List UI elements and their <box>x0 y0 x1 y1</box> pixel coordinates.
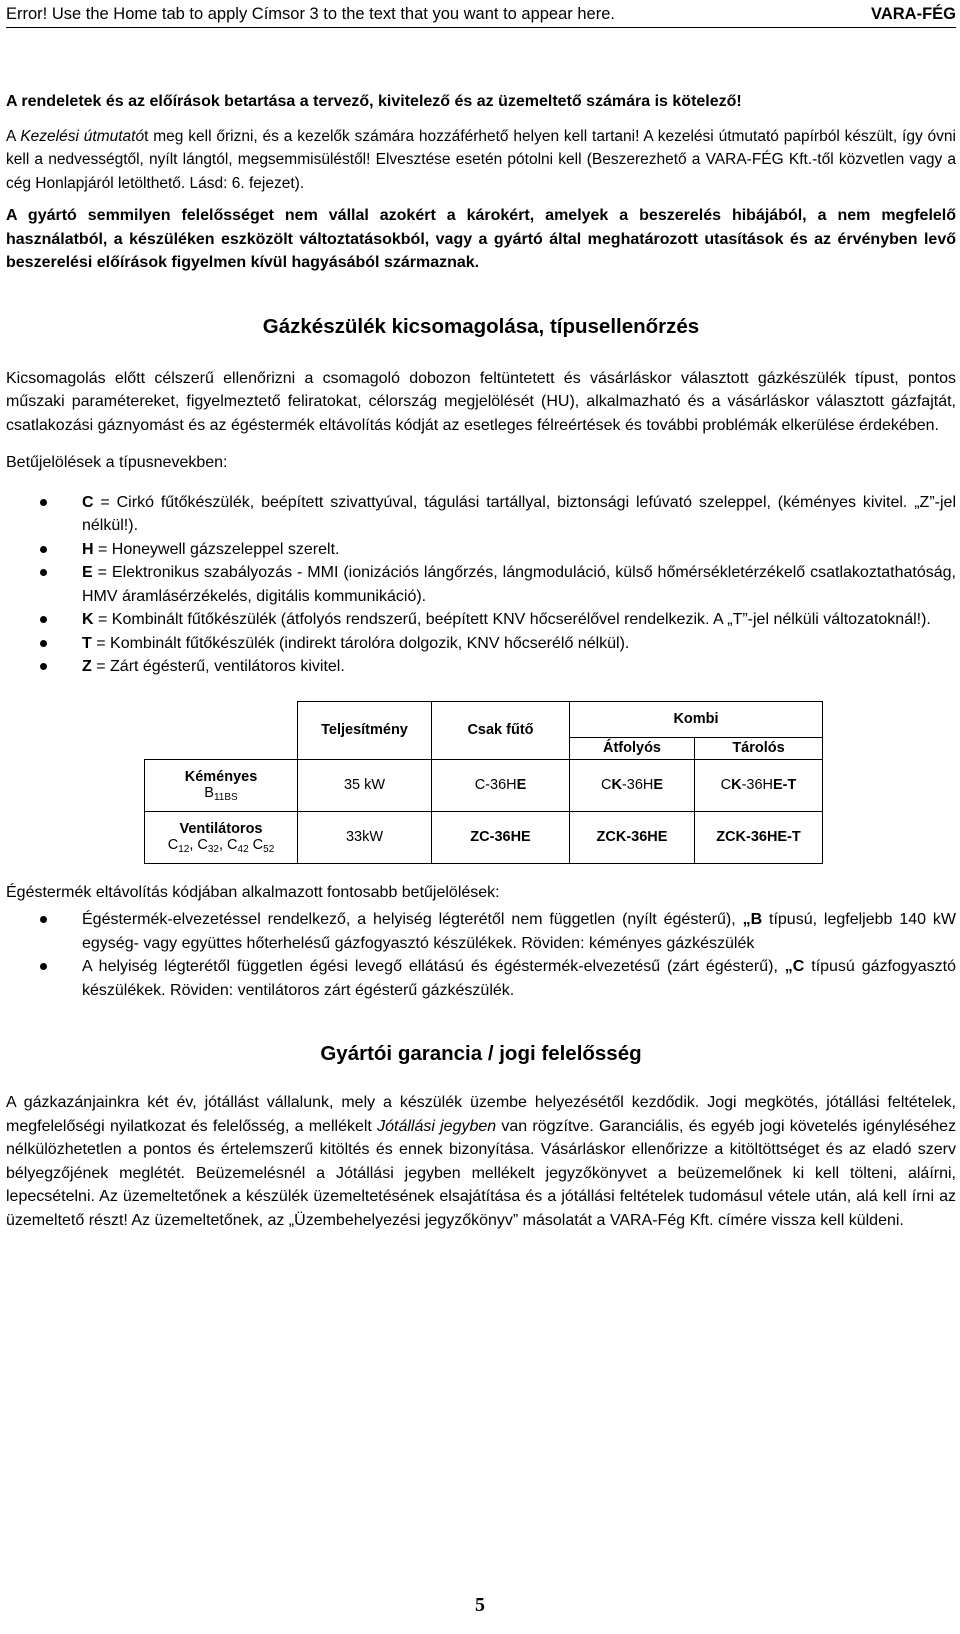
flue-key: „B <box>742 911 763 928</box>
row-label-chimney <box>145 759 298 811</box>
bullet-icon <box>40 546 47 553</box>
bullet-icon <box>40 499 47 506</box>
cell-heat-only <box>432 759 570 811</box>
type-table <box>144 701 823 864</box>
warranty-pre: A gázkazánjainkra két év, jótállást vállalunk, mely a készülék üzembe helyezésétől kezdődik. Jogi megkötés, jótállási feltételek, megfelelőségi nyilatkozat és felelősség, a mellékelt <box>6 1094 956 1135</box>
letter-key: Z <box>82 658 92 675</box>
letter-key: T <box>82 634 92 652</box>
table-row <box>145 811 823 863</box>
list-item <box>6 561 956 608</box>
manual-paragraph <box>6 125 956 196</box>
cell-tarolos: ZCK-36HE-T <box>695 811 823 863</box>
bullet-icon <box>40 663 47 670</box>
flue-code: C <box>167 837 179 853</box>
list-item <box>6 632 956 656</box>
letter-desc: = Cirkó fűtőkészülék, beépített szivattyúval, tágulási tartállyal, biztonsági lefúvató szeleppel, (kéményes kivitel. „Z”-jel nélkül!). <box>82 493 956 534</box>
type-letters-title: Betűjelölések a típusnevekben: <box>6 454 228 471</box>
table-header-heat-only: Csak fűtő <box>432 701 570 759</box>
bullet-icon <box>40 640 47 647</box>
code-part: -36H <box>741 777 774 793</box>
flue-codes-title: Égéstermék eltávolítás kódjában alkalmazott fontosabb betűjelölések: <box>6 883 500 901</box>
flue-code: , C <box>218 837 238 853</box>
flue-key: „C <box>784 958 805 975</box>
page-number: 5 <box>475 1594 485 1616</box>
code-part-bold: E <box>516 777 527 793</box>
bullet-icon <box>40 916 47 923</box>
header-error-text: Error! Use the Home tab to apply Címsor 3 to the text that you want to appear here. <box>6 5 615 23</box>
letter-desc: = Zárt égésterű, ventilátoros kivitel. <box>91 658 345 675</box>
flue-code-index: 32 <box>207 844 219 855</box>
list-item <box>6 608 956 632</box>
flue-desc-pre: A helyiség légterétől független égési levegő ellátású és égéstermék-elvezetésű (zárt égésterű), <box>82 958 785 975</box>
letter-desc: = Honeywell gázszeleppel szerelt. <box>93 540 340 558</box>
warranty-italic: Jótállási jegyben <box>377 1117 497 1135</box>
flue-code: C <box>248 837 264 853</box>
letter-desc: = Kombinált fűtőkészülék (indirekt tárolóra dolgozik, KNV hőcserélő nélkül). <box>91 634 630 652</box>
manual-paragraph-pre: A <box>6 127 21 145</box>
flue-codes-list <box>6 908 956 1002</box>
list-item <box>6 655 956 679</box>
manual-title-italic: Kezelési útmutató <box>20 127 145 145</box>
section-title-unpacking: Gázkészülék kicsomagolása, típusellenőrzés <box>262 314 700 338</box>
cell-power: 35 kW <box>298 759 432 811</box>
code-part: C <box>600 777 612 793</box>
warranty-post: van rögzítve. Garanciális, és egyéb jogi követelés igényléséhez nélkülözhetetlen a pontos és értelemszerű kitöltés és ennek bizonyítása. Vásárláskor ellenőrizze a kitöltöttséget és az eladó szerv bélyegzőjének meglétét. Beüzemelésnél a Jótállási jegyben mellékelt jegyzőkönyvet a beüzemelőnek ki kell tölteni, aláírni, lepecsételni. Az üzemeltetőnek a készülék üzemeltetésének elsajátítása és a jótállási feltételek tudomásul vétele után, alá kell írni az üzemeltető részt! Az üzemeltetőnek, az „Üzembehelyezési jegyzőkönyv” másolatát a VARA-Fég Kft. címére vissza kell küldeni. <box>6 1117 956 1229</box>
code-part-bold: E <box>653 777 664 793</box>
cell-heat-only: ZC-36HE <box>432 811 570 863</box>
header-brand: VARA-FÉG <box>871 5 956 23</box>
flue-code-index: 12 <box>178 844 190 855</box>
bullet-icon <box>40 963 47 970</box>
flue-code-index: 11BS <box>213 792 238 803</box>
letter-key: K <box>82 611 94 628</box>
manual-paragraph-post: t meg kell őrizni, és a kezelők számára hozzáférhető helyen kell tartani! A kezelési útmutató papírból készült, így óvni kell a nedvességtől, nyílt lángtól, megsemmisüléstől! Elvesztése esetén pótolni kell (Beszerezhető a VARA-FÉG Kft.-től közvetlen vagy a cég Honlapjáról letölthető. Lásd: 6. fejezet). <box>6 127 956 192</box>
flue-code: , C <box>189 837 208 853</box>
flue-code-index: 42 <box>237 844 249 855</box>
document-page <box>6 0 956 1634</box>
section-title-warranty: Gyártói garancia / jogi felelősség <box>320 1042 642 1065</box>
letter-desc: = Elektronikus szabályozás - MMI (ionizációs lángőrzés, lángmoduláció, külső hőmérsékletérzékelő csatlakoztathatóság, HMV áramlásérzékelés, digitális kommunikáció). <box>82 564 956 605</box>
code-part-bold: K <box>611 777 622 793</box>
bullet-icon <box>40 616 47 623</box>
list-item <box>6 908 956 955</box>
letter-desc: = Kombinált fűtőkészülék (átfolyós rendszerű, beépített KNV hőcserélővel rendelkezik. A „T”-jel nélküli változatoknál!). <box>93 611 931 628</box>
letter-key: H <box>82 540 94 558</box>
unpacking-intro: Kicsomagolás előtt célszerű ellenőrizni a csomagoló dobozon feltüntetett és vásárláskor választott gázkészülék típust, pontos műszaki paramétereket, figyelmeztető feliratokat, célország megjelölését (HU), alkalmazható és a vásárláskor választott gázfajtát, csatlakozási gáznyomást és az égéstermék eltávolítás kódját az esetleges félreértések és további problémák elkerülése érdekében. <box>6 369 956 434</box>
code-part: -36H <box>621 777 654 793</box>
cell-power: 33kW <box>298 811 432 863</box>
flue-code-index: 52 <box>263 844 275 855</box>
letter-key: E <box>82 564 93 581</box>
flue-desc-pre: Égéstermék-elvezetéssel rendelkező, a helyiség légterétől nem független (nyílt égésterű), <box>82 911 743 928</box>
type-table-wrapper <box>144 701 824 855</box>
code-part-bold: E-T <box>773 777 797 793</box>
table-header-power: Teljesítmény <box>298 701 432 759</box>
cell-tarolos <box>695 759 823 811</box>
list-item <box>6 538 956 562</box>
table-corner-cell <box>145 701 298 759</box>
table-header-atfolyos: Átfolyós <box>570 737 695 759</box>
flue-desc-post: típusú, legfeljebb 140 kW egység- vagy együttes hőterhelésű gázfogyasztó készülékek. Röviden: kéményes gázkészülék <box>82 911 957 952</box>
code-part-bold: K <box>731 777 742 793</box>
table-row <box>145 759 823 811</box>
type-letters-list <box>6 491 956 679</box>
table-header-kombi: Kombi <box>570 701 823 737</box>
list-item <box>6 491 956 538</box>
obligation-paragraph: A rendeletek és az előírások betartása a tervező, kivitelező és az üzemeltető számára is kötelező! <box>6 93 742 110</box>
flue-desc-post: típusú gázfogyasztó készülékek. Röviden: ventilátoros zárt égésterű gázkészülék. <box>82 958 956 999</box>
row-label-fan <box>145 811 298 863</box>
row-label-text: Kéményes <box>184 769 258 785</box>
code-part: C-36H <box>474 777 517 793</box>
liability-paragraph: A gyártó semmilyen felelősséget nem vállal azokért a károkért, amelyek a beszerelés hibájából, a nem megfelelő használatból, a készüléken eszközölt változtatásokból, vagy a gyártó által meghatározott utasítások és az érvényben levő beszerelési előírások figyelmen kívül hagyásából származnak. <box>6 207 956 271</box>
row-label-text: Ventilátoros <box>179 821 263 837</box>
warranty-paragraph <box>6 1091 956 1232</box>
page-header <box>6 5 956 28</box>
bullet-icon <box>40 569 47 576</box>
table-header-tarolos: Tárolós <box>695 737 823 759</box>
code-part: C <box>720 777 732 793</box>
list-item <box>6 955 956 1002</box>
letter-key: C <box>82 493 94 511</box>
cell-atfolyos: ZCK-36HE <box>570 811 695 863</box>
cell-atfolyos <box>570 759 695 811</box>
flue-code: B <box>204 785 214 801</box>
